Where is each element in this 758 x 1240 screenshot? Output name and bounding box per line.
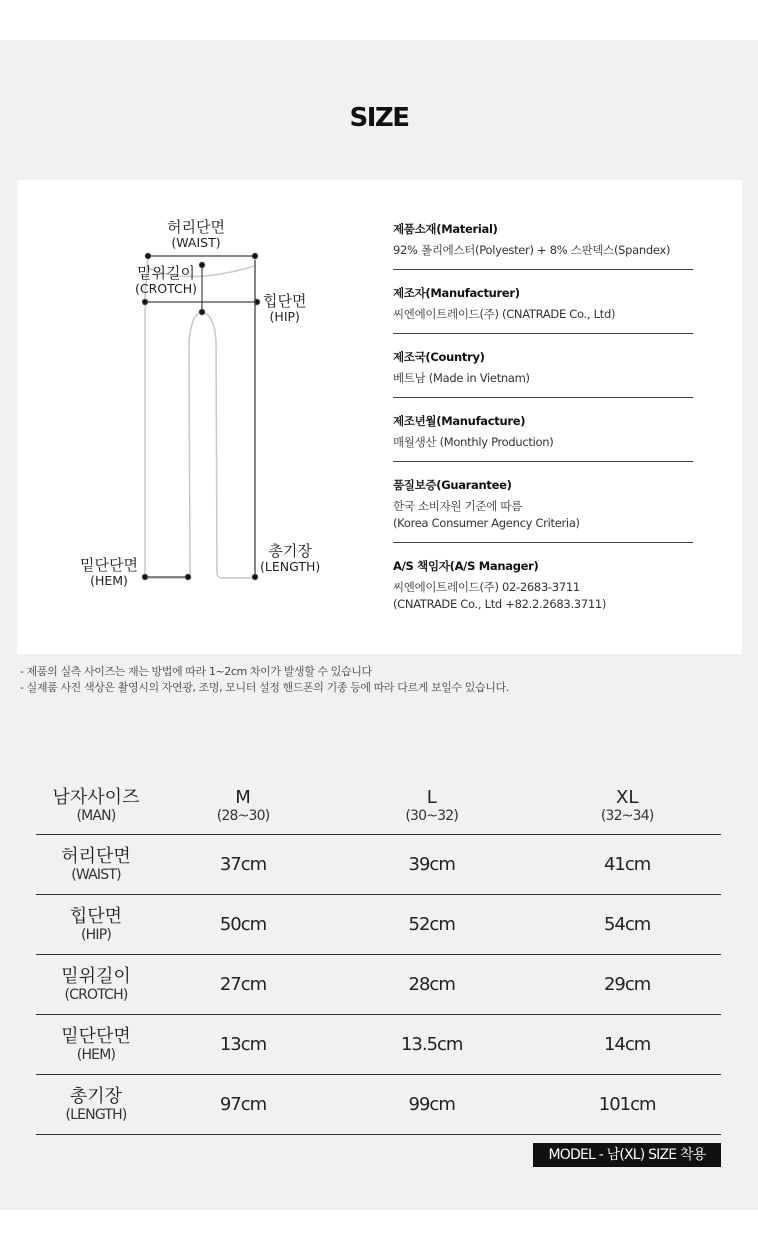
info-value: 매월생산 (Monthly Production) [393, 435, 554, 449]
info-value: 한국 소비자원 기준에 따름 [393, 499, 522, 513]
row-label-en: (LENGTH) [65, 1106, 127, 1123]
waist-label-en: (WAIST) [171, 234, 221, 250]
row-label-ko: 밑단단면 [61, 1025, 131, 1047]
table-cell: 37cm [156, 835, 330, 895]
table-row-crotch [36, 955, 721, 1015]
size-range: (28~30) [216, 808, 270, 824]
hip-label [263, 294, 306, 323]
page-title: SIZE [349, 103, 409, 133]
row-label-en: (WAIST) [71, 866, 121, 883]
header-label-cell [36, 778, 156, 835]
size-notes [20, 664, 509, 696]
size-name: XL [615, 787, 639, 808]
table-header-row [36, 778, 721, 835]
note-line: - 실제품 사진 색상은 촬영시의 자연광, 조명, 모니터 설정 핸드폰의 기종 등에 따라 다르게 보일수 있습니다. [20, 681, 509, 694]
crotch-label-en: (CROTCH) [135, 280, 198, 296]
length-label-en: (LENGTH) [260, 558, 321, 574]
row-label-en: (CROTCH) [64, 986, 128, 1003]
info-manufacture-date [393, 411, 693, 462]
row-label-ko: 힙단면 [69, 905, 123, 927]
row-label-ko: 총기장 [69, 1085, 123, 1107]
info-material [393, 219, 693, 270]
info-guarantee [393, 475, 693, 543]
table-cell: 101cm [533, 1075, 721, 1135]
product-info-list [393, 219, 693, 636]
header-size-xl [533, 778, 721, 835]
info-value: 베트남 (Made in Vietnam) [393, 371, 530, 385]
row-label [36, 1015, 156, 1075]
crotch-label-ko: 밑위길이 [137, 264, 195, 282]
table-cell: 50cm [156, 895, 330, 955]
length-label-ko: 총기장 [268, 542, 312, 560]
crotch-label [135, 266, 197, 295]
table-row-hem [36, 1015, 721, 1075]
header-label-ko: 남자사이즈 [52, 787, 140, 808]
size-name: M [235, 787, 251, 808]
row-label-en: (HIP) [80, 926, 112, 943]
table-cell: 13cm [156, 1015, 330, 1075]
pants-diagram [17, 180, 377, 654]
hem-label-ko: 밑단단면 [80, 556, 138, 574]
row-label [36, 835, 156, 895]
table-cell: 99cm [330, 1075, 533, 1135]
table-cell: 52cm [330, 895, 533, 955]
size-name: L [426, 787, 437, 808]
table-cell: 29cm [533, 955, 721, 1015]
waist-label-ko: 허리단면 [167, 218, 225, 236]
info-heading: 제품소재(Material) [393, 222, 498, 236]
info-value: (Korea Consumer Agency Criteria) [393, 516, 580, 530]
note-line: - 제품의 실측 사이즈는 재는 방법에 따라 1~2cm 차이가 발생할 수 있습니다 [20, 665, 372, 678]
info-heading: A/S 책임자(A/S Manager) [393, 559, 539, 573]
model-size-badge: MODEL - 남(XL) SIZE 착용 [533, 1143, 721, 1167]
table-cell: 39cm [330, 835, 533, 895]
hem-label [80, 558, 138, 587]
info-heading: 제조국(Country) [393, 350, 485, 364]
size-range: (30~32) [405, 808, 459, 824]
table-row-length [36, 1075, 721, 1135]
size-table [36, 778, 721, 1135]
row-label-en: (HEM) [76, 1046, 116, 1063]
table-cell: 14cm [533, 1015, 721, 1075]
row-label [36, 895, 156, 955]
info-heading: 품질보증(Guarantee) [393, 478, 512, 492]
table-cell: 41cm [533, 835, 721, 895]
hem-label-en: (HEM) [90, 572, 128, 588]
header-size-m [156, 778, 330, 835]
info-value: 씨엔에이트레이드(주) (CNATRADE Co., Ltd) [393, 307, 616, 321]
row-label-ko: 허리단면 [61, 845, 131, 867]
info-value: 92% 폴리에스터(Polyester) + 8% 스판덱스(Spandex) [393, 243, 671, 257]
pants-outline [145, 256, 255, 578]
header-label-en: (MAN) [76, 808, 116, 824]
row-label [36, 1075, 156, 1135]
table-row-hip [36, 895, 721, 955]
info-manufacturer [393, 283, 693, 334]
info-card [17, 180, 742, 654]
row-label [36, 955, 156, 1015]
waist-label [167, 220, 225, 249]
info-value: (CNATRADE Co., Ltd +82.2.2683.3711) [393, 597, 607, 611]
info-country [393, 347, 693, 398]
info-heading: 제조자(Manufacturer) [393, 286, 520, 300]
table-cell: 13.5cm [330, 1015, 533, 1075]
length-label [260, 544, 320, 573]
info-value: 씨엔에이트레이드(주) 02-2683-3711 [393, 580, 580, 594]
hip-label-en: (HIP) [269, 308, 300, 324]
size-range: (32~34) [600, 808, 654, 824]
table-cell: 27cm [156, 955, 330, 1015]
row-label-ko: 밑위길이 [61, 965, 131, 987]
table-cell: 28cm [330, 955, 533, 1015]
table-cell: 54cm [533, 895, 721, 955]
hip-label-ko: 힙단면 [263, 292, 307, 310]
info-heading: 제조년월(Manufacture) [393, 414, 526, 428]
table-cell: 97cm [156, 1075, 330, 1135]
table-row-waist [36, 835, 721, 895]
header-size-l [330, 778, 533, 835]
info-as-manager [393, 556, 693, 623]
